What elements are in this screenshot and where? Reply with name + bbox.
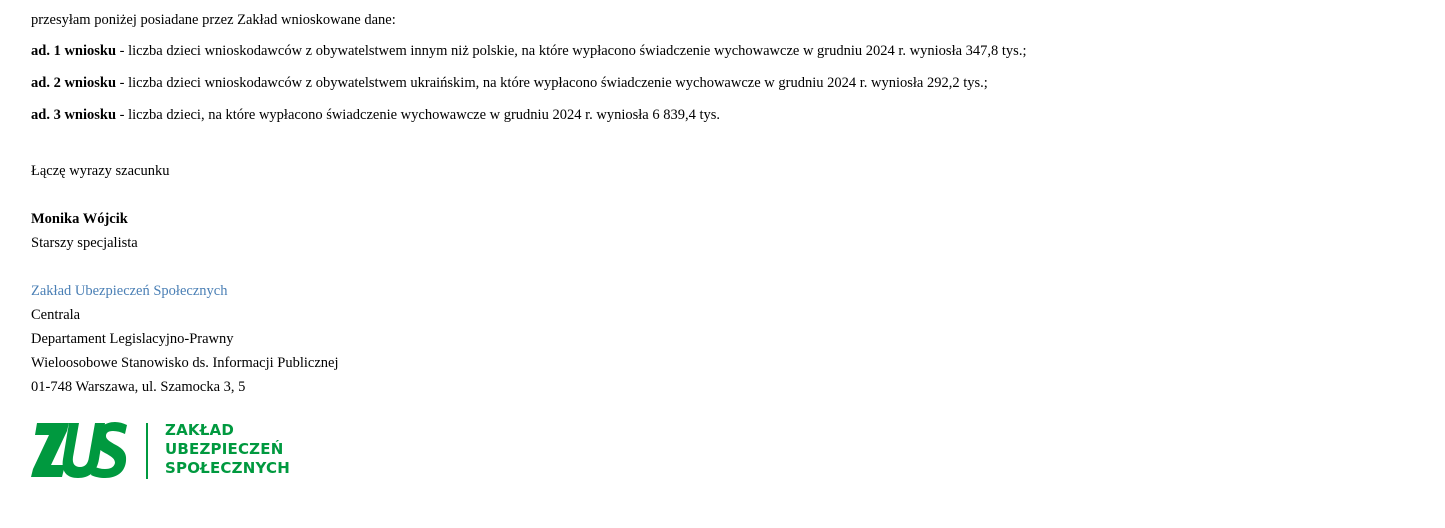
logo-text-line2: UBEZPIECZEŃ — [165, 440, 284, 458]
item-1-label: ad. 1 wniosku — [31, 43, 117, 59]
logo-text-line1: ZAKŁAD — [165, 421, 235, 439]
signature-title: Starszy specjalista — [31, 235, 138, 251]
item-2 — [31, 74, 988, 92]
item-3-text: - liczba dzieci, na które wypłacono świadczenie wychowawcze w grudniu 2024 r. wyniosła 6 839,4 tys. — [116, 107, 721, 123]
intro-text: przesyłam poniżej posiadane przez Zakład wnioskowane dane: — [31, 12, 396, 28]
item-1 — [31, 42, 1026, 60]
signature-name: Monika Wójcik — [31, 211, 128, 227]
organization-address: 01-748 Warszawa, ul. Szamocka 3, 5 — [31, 379, 246, 395]
organization-name-link[interactable]: Zakład Ubezpieczeń Społecznych — [31, 283, 228, 299]
item-2-label: ad. 2 wniosku — [31, 75, 117, 91]
organization-position: Wieloosobowe Stanowisko ds. Informacji Publicznej — [31, 355, 339, 371]
zus-logo-mark — [31, 421, 129, 479]
item-3-label: ad. 3 wniosku — [31, 107, 117, 123]
closing-text: Łączę wyrazy szacunku — [31, 163, 170, 179]
zus-logo — [31, 421, 291, 481]
logo-divider — [146, 423, 148, 479]
logo-text — [165, 421, 290, 478]
item-2-text: - liczba dzieci wnioskodawców z obywatelstwem ukraińskim, na które wypłacono świadczenie wychowawcze w grudniu 2024 r. wyniosła 292,2 tys.; — [116, 75, 988, 91]
logo-text-line3: SPOŁECZNYCH — [165, 459, 290, 477]
organization-unit: Centrala — [31, 307, 81, 323]
organization-department: Departament Legislacyjno-Prawny — [31, 331, 234, 347]
item-1-text: - liczba dzieci wnioskodawców z obywatelstwem innym niż polskie, na które wypłacono świadczenie wychowawcze w grudniu 2024 r. wyniosła 347,8 tys.; — [116, 43, 1027, 59]
item-3 — [31, 106, 720, 124]
